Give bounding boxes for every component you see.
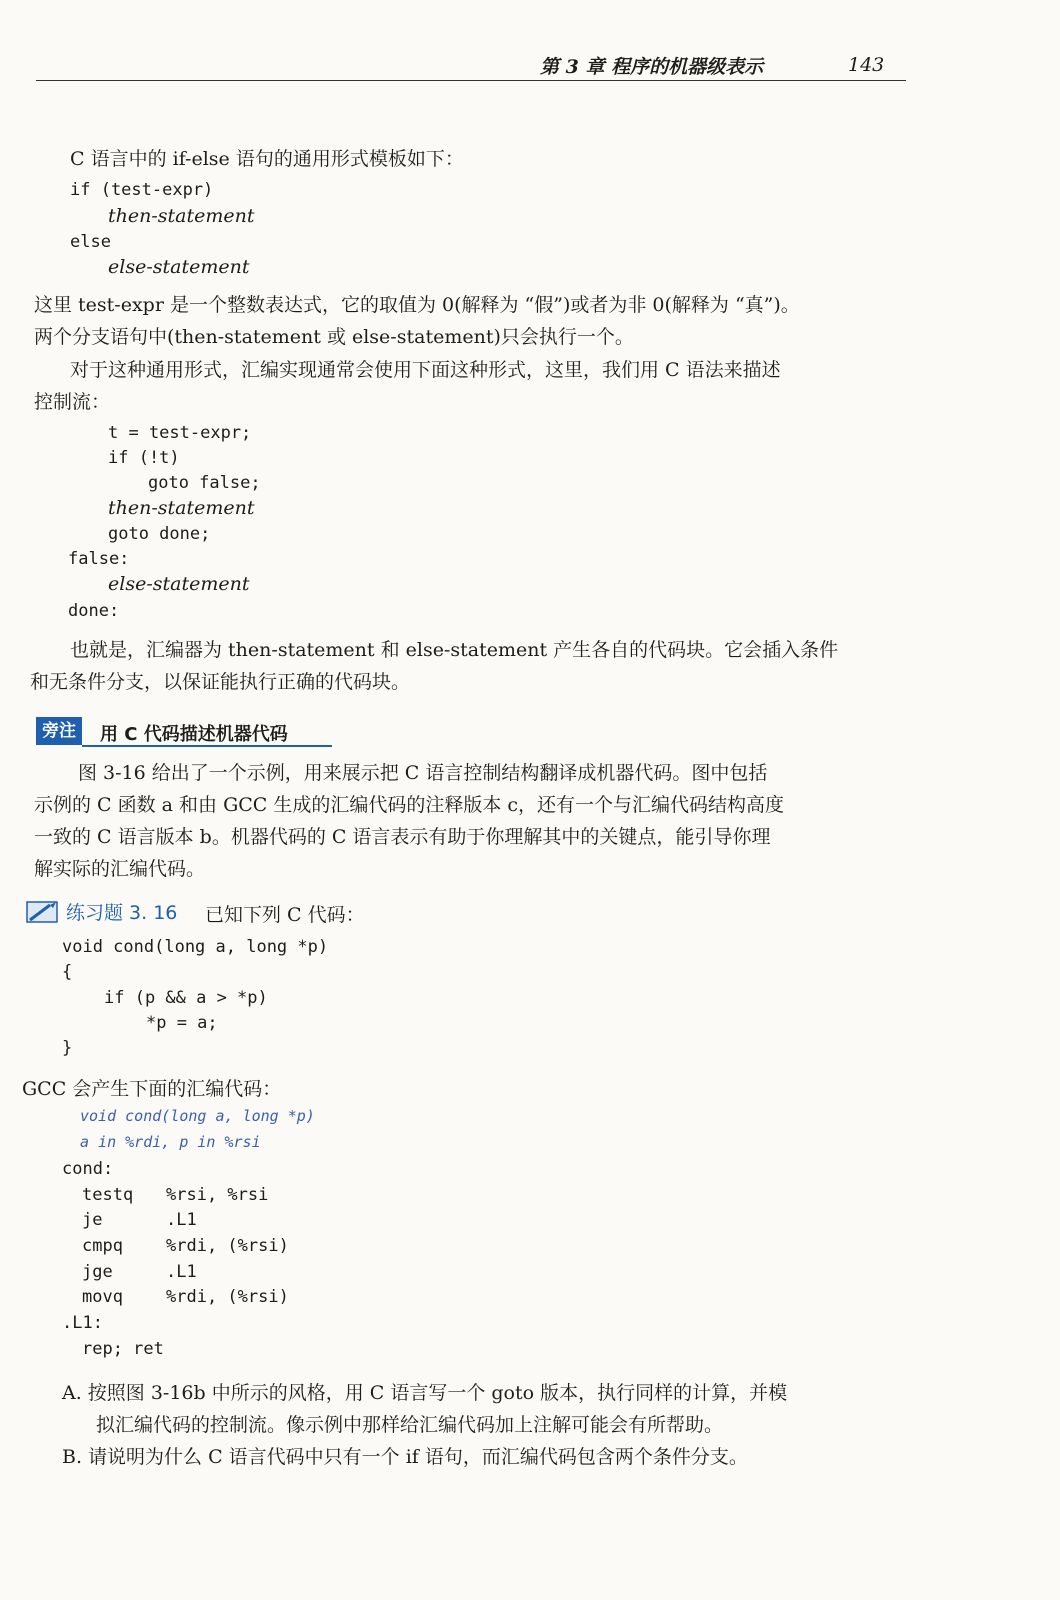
gcc-intro: GCC 会产生下面的汇编代码： — [22, 1078, 282, 1100]
question-a-line-1: A. 按照图 3-16b 中所示的风格，用 C 语言写一个 goto 版本，执行同样的计算，并模 — [62, 1382, 788, 1404]
exercise-title: 练习题 3. 16 — [66, 902, 178, 924]
aside-line-3: 一致的 C 语言版本 b。机器代码的 C 语言表示有助于你理解其中的关键点，能引导你理 — [34, 826, 771, 848]
para2-line2: 控制流： — [34, 391, 111, 413]
c-code-line-5: } — [62, 1038, 73, 1058]
c-code-line-2: { — [62, 962, 73, 982]
asm-label-cond: cond: — [62, 1159, 114, 1179]
intro-text: C 语言中的 if-else 语句的通用形式模板如下： — [70, 148, 464, 170]
aside-line-4: 解实际的汇编代码。 — [34, 858, 206, 880]
goto-template-line-3: goto false; — [148, 473, 261, 493]
asm-op: jge — [82, 1262, 113, 1282]
asm-args: .L1 — [166, 1210, 197, 1230]
goto-template-line-2: if (!t) — [108, 448, 180, 468]
aside-title: 用 C 代码描述机器代码 — [100, 724, 288, 745]
aside-line-2: 示例的 C 函数 a 和由 GCC 生成的汇编代码的注释版本 c，还有一个与汇编代码结构高度 — [34, 794, 785, 816]
asm-op: testq — [82, 1185, 134, 1205]
c-code-line-3: if (p && a > *p) — [104, 988, 268, 1008]
asm-op: cmpq — [82, 1236, 123, 1256]
template-else-line: else — [70, 232, 111, 252]
asm-args: %rsi, %rsi — [166, 1185, 269, 1205]
para1-line2: 两个分支语句中(then-statement 或 else-statement)只会执行一个。 — [34, 326, 634, 348]
goto-template-line-1: t = test-expr; — [108, 423, 252, 443]
asm-args: %rdi, (%rsi) — [166, 1287, 289, 1307]
chapter-header: 第 3 章 程序的机器级表示 — [540, 56, 764, 78]
pencil-icon — [26, 900, 62, 924]
asm-last-line: rep; ret — [82, 1339, 164, 1359]
c-code-line-1: void cond(long a, long *p) — [62, 937, 329, 957]
question-b: B. 请说明为什么 C 语言代码中只有一个 if 语句，而汇编代码包含两个条件分支。 — [62, 1446, 748, 1468]
header-rule — [36, 80, 906, 81]
asm-args: %rdi, (%rsi) — [166, 1236, 289, 1256]
goto-template-line-4: then-statement — [108, 497, 255, 519]
question-a-line-2: 拟汇编代码的控制流。像示例中那样给汇编代码加上注解可能会有所帮助。 — [96, 1414, 724, 1436]
asm-comment-1: void cond(long a, long *p) — [80, 1107, 315, 1125]
goto-template-line-8: done: — [68, 601, 120, 621]
para2-line1: 对于这种通用形式，汇编实现通常会使用下面这种形式，这里，我们用 C 语法来描述 — [70, 359, 781, 381]
asm-op: je — [82, 1210, 103, 1230]
asm-label-l1: .L1: — [62, 1313, 103, 1333]
goto-template-line-6: false: — [68, 549, 130, 569]
template-if-line: if (test-expr) — [70, 180, 214, 200]
aside-line-1: 图 3-16 给出了一个示例，用来展示把 C 语言控制结构翻译成机器代码。图中包括 — [78, 762, 768, 784]
template-else-stmt-line: else-statement — [108, 256, 250, 278]
asm-op: movq — [82, 1287, 123, 1307]
goto-template-line-7: else-statement — [108, 573, 250, 595]
asm-comment-2: a in %rdi, p in %rsi — [80, 1133, 261, 1151]
para3-line2: 和无条件分支，以保证能执行正确的代码块。 — [30, 671, 411, 693]
goto-template-line-5: goto done; — [108, 524, 211, 544]
asm-args: .L1 — [166, 1262, 197, 1282]
para1-line1: 这里 test-expr 是一个整数表达式，它的取值为 0(解释为 “假”)或者为非 0(解释为 “真”)。 — [34, 294, 800, 316]
exercise-prompt: 已知下列 C 代码： — [205, 904, 365, 926]
para3-line1: 也就是，汇编器为 then-statement 和 else-statement 产生各自的代码块。它会插入条件 — [70, 639, 839, 661]
aside-tag: 旁注 — [36, 717, 82, 745]
template-then-line: then-statement — [108, 205, 255, 227]
page-number: 143 — [848, 54, 885, 76]
c-code-line-4: *p = a; — [146, 1013, 218, 1033]
